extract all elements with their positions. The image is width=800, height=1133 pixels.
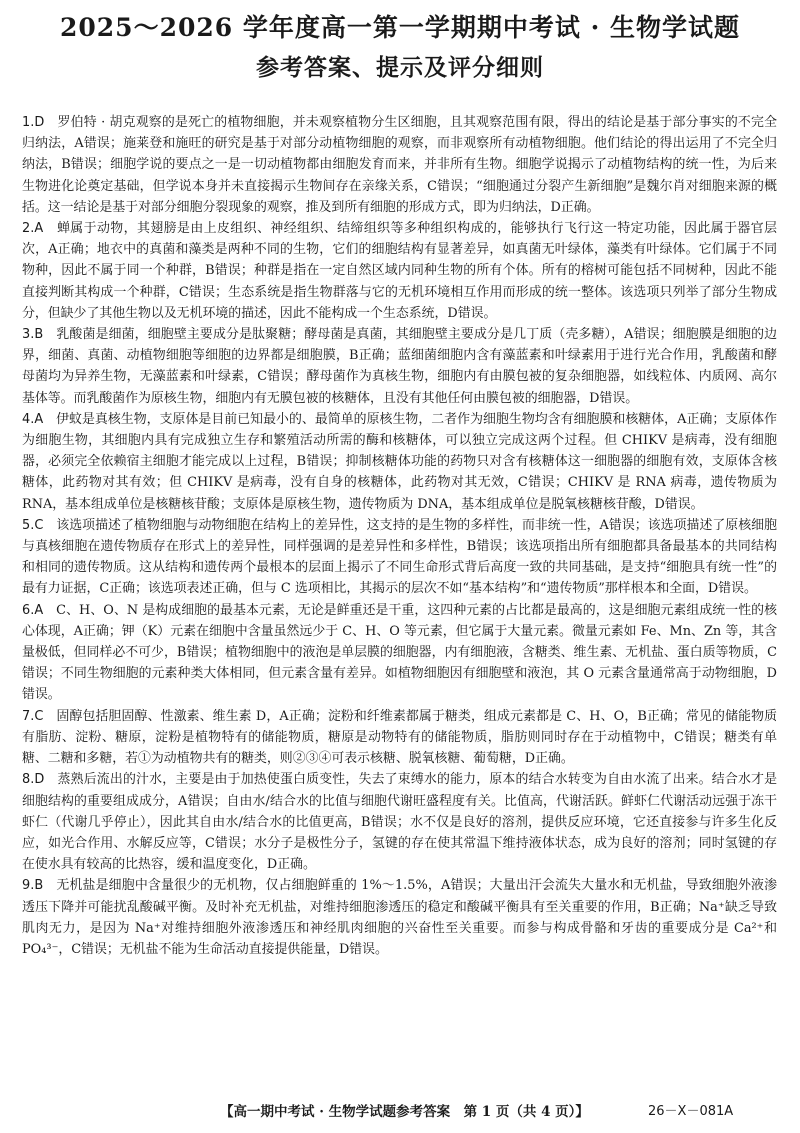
answer-list	[22, 112, 777, 960]
footer-page-info: 【高一期中考试 · 生物学试题参考答案 第 1 页（共 4 页）】	[220, 1104, 589, 1120]
answer-item-4	[22, 409, 777, 515]
answer-number: 5.	[22, 517, 35, 533]
answer-item-9	[22, 875, 777, 960]
answer-item-3	[22, 324, 777, 409]
answer-number: 8.	[22, 772, 35, 788]
answer-explanation: C、H、O、N 是构成细胞的最基本元素，无论是鲜重还是干重，这四种元素的占比都是最高的，这是细胞元素组成统一性的核心体现，A正确；钾（K）元素在细胞中含量虽然远少于 C、H、O 等元素，但它属于大量元素。微量元素如 Fe、Mn、Zn 等，其含量极低，但同样必不可少，B错误；植物细胞中的液泡是单层膜的细胞器，内有细胞液，含糖类、维生素、无机盐、蛋白质等物质，C错误；不同生物细胞的元素种类大体相同，但元素含量有差异。如植物细胞因有细胞壁和液泡，其 O 元素含量通常高于动物细胞，D错误。	[22, 602, 777, 703]
answer-item-6	[22, 600, 777, 706]
page-title: 2025～2026 学年度高一第一学期期中考试 · 生物学试题	[60, 13, 740, 42]
answer-number: 2.	[22, 221, 35, 237]
answer-letter: D	[34, 772, 45, 788]
answer-explanation: 无机盐是细胞中含量很少的无机物，仅占细胞鲜重的 1%～1.5%，A错误；大量出汗会流失大量水和无机盐，导致细胞外液渗透压下降并可能扰乱酸碱平衡。及时补充无机盐，对维持细胞渗透压的稳定和酸碱平衡具有至关重要的作用，B正确；Na⁺缺乏导致肌肉无力，是因为 Na⁺对维持细胞外液渗透压和神经肌肉细胞的兴奋性至关重要。而参与构成骨骼和牙齿的重要成分是 Ca²⁺和 PO₄³⁻，C错误；无机盐不能为生命活动直接提供能量，D错误。	[22, 878, 777, 957]
answer-letter: B	[34, 878, 44, 894]
answer-explanation: 蝉属于动物，其翅膀是由上皮组织、神经组织、结缔组织等多种组织构成的，能够执行飞行这一特定功能，因此属于器官层次，A正确；地衣中的真菌和藻类是两种不同的生物，它们的细胞结构有显著差异，如真菌无叶绿体，藻类有叶绿体。它们属于不同物种，因此不属于同一个种群，B错误；种群是指在一定自然区域内同种生物的所有个体。所有的榕树可能包括不同树种，因此不能直接判断其构成一个种群，C错误；生态系统是指生物群落与它的无机环境相互作用而形成的统一整体。该选项只列举了部分生物成分，但缺少了其他生物以及无机环境的描述，因此不能构成一个生态系统，D错误。	[22, 221, 777, 321]
answer-item-5	[22, 515, 777, 600]
answer-letter: C	[34, 708, 44, 724]
answer-item-1	[22, 112, 777, 218]
answer-explanation: 该选项描述了植物细胞与动物细胞在结构上的差异性，这支持的是生物的多样性，而非统一性，A错误；该选项描述了原核细胞与真核细胞在遗传物质存在形式上的差异性，同样强调的是差异性和多样性，B错误；该选项指出所有细胞都具备最基本的共同结构和相同的遗传物质。这从结构和遗传两个最根本的层面上揭示了不同生命形式背后高度一致的共同基础，是支持“细胞具有统一性”的最有力证据，C正确；该选项表述正确，但与 C 选项相比，其揭示的层次不如“基本结构”和“遗传物质”那样根本和全面，D错误。	[22, 517, 778, 597]
answer-item-7	[22, 706, 777, 770]
answer-explanation: 乳酸菌是细菌，细胞壁主要成分是肽聚糖；酵母菌是真菌，其细胞壁主要成分是几丁质（壳多糖），A错误；细胞膜是细胞的边界，细菌、真菌、动植物细胞等细胞的边界都是细胞膜，B正确；蓝细菌细胞内含有藻蓝素和叶绿素用于进行光合作用，乳酸菌和酵母菌均为异养生物，无藻蓝素和叶绿素，C错误；酵母菌作为真核生物，细胞内有由膜包被的复杂细胞器，如线粒体、内质网、高尔基体等。而乳酸菌作为原核生物，细胞内有无膜包被的核糖体，且没有其他任何由膜包被的细胞器，D错误。	[22, 327, 778, 406]
answer-explanation: 固醇包括胆固醇、性激素、维生素 D，A正确；淀粉和纤维素都属于糖类，组成元素都是 C、H、O，B正确；常见的储能物质有脂肪、淀粉、糖原，淀粉是植物特有的储能物质，糖原是动物特有的储能物质，脂肪则同时存在于动植物中，C错误；糖类有单糖、二糖和多糖，若①为动植物共有的糖类，则②③④可表示核糖、脱氧核糖、葡萄糖，D正确。	[22, 708, 778, 767]
answer-letter: A	[34, 221, 44, 237]
answer-explanation: 罗伯特 · 胡克观察的是死亡的植物细胞，并未观察植物分生区细胞，且其观察范围有限，得出的结论是基于部分事实的不完全归纳法，A错误；施莱登和施旺的研究是基于对部分动植物细胞的观察，而非观察所有动植物细胞。他们结论的得出运用了不完全归纳法，B错误；细胞学说的要点之一是一切动植物都由细胞发育而来，并非所有生物。细胞学说揭示了动植物结构的统一性，为后来生物进化论奠定基础，但学说本身并未直接揭示生物间存在亲缘关系，C错误；“细胞通过分裂产生新细胞”是魏尔肖对细胞来源的概括。这一结论是基于对部分细胞分裂现象的观察，推及到所有细胞的形成方式，即为归纳法，D正确。	[22, 115, 777, 215]
answer-explanation: 伊蚊是真核生物，支原体是目前已知最小的、最简单的原核生物，二者作为细胞生物均含有细胞膜和核糖体，A正确；支原体作为细胞生物，其细胞内具有完成独立生存和繁殖活动所需的酶和核糖体，可以独立完成这两个过程。但 CHIKV 是病毒，没有细胞器，必须完全依赖宿主细胞才能完成以上过程，B错误；抑制核糖体功能的药物只对含有核糖体这一细胞器的细胞有效，支原体含核糖体，此药物对其有效；但 CHIKV 是病毒，没有自身的核糖体，此药物对其无效，C错误；CHIKV 是 RNA 病毒，遗传物质为 RNA，基本组成单位是核糖核苷酸；支原体是原核生物，遗传物质为 DNA，基本组成单位是脱氧核糖核苷酸，D错误。	[22, 411, 777, 512]
answer-letter: B	[34, 327, 44, 343]
answer-letter: C	[34, 517, 44, 533]
answer-letter: D	[34, 115, 45, 130]
footer-paper-code: 26－X－081A	[648, 1104, 734, 1119]
answer-number: 3.	[22, 327, 35, 343]
answer-number: 4.	[22, 411, 35, 427]
answer-explanation: 蒸熟后流出的汁水，主要是由于加热使蛋白质变性，失去了束缚水的能力，原本的结合水转变为自由水流了出来。结合水才是细胞结构的重要组成成分，A错误；自由水/结合水的比值与细胞代谢旺盛程度有关。比值高，代谢活跃。鲜虾仁代谢活动远强于冻干虾仁（代谢几乎停止），因此其自由水/结合水的比值更高，B错误；水不仅是良好的溶剂，提供反应环境，它还直接参与许多生化反应，如光合作用、水解反应等，C错误；水分子是极性分子，氢键的存在使其常温下维持液体状态，成为良好的溶剂；同时氢键的存在使水具有较高的比热容，缓和温度变化，D正确。	[22, 772, 777, 873]
answer-number: 1.	[22, 115, 35, 130]
answer-item-2	[22, 218, 777, 324]
answer-item-8	[22, 769, 777, 875]
page-subtitle: 参考答案、提示及评分细则	[256, 54, 544, 81]
answer-number: 6.	[22, 602, 35, 618]
answer-number: 9.	[22, 878, 35, 894]
answer-number: 7.	[22, 708, 35, 724]
answer-letter: A	[34, 411, 44, 427]
answer-letter: A	[34, 602, 44, 618]
